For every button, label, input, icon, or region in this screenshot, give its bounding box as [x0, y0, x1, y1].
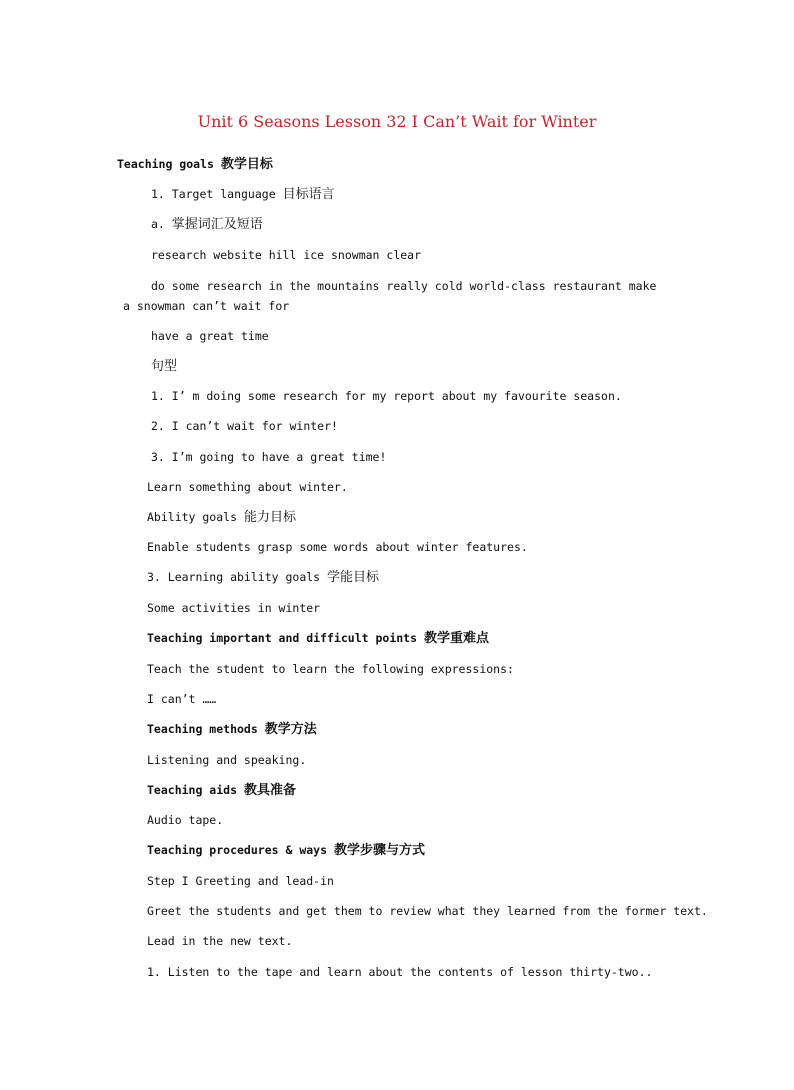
line-en: Some activities in winter: [147, 601, 321, 615]
line-zh: 教学方法: [264, 722, 317, 737]
key-points-text: [147, 661, 514, 677]
line-zh: 句型: [151, 359, 178, 374]
line-zh: 教学步骤与方式: [333, 843, 425, 858]
line-en: Teaching important and difficult points: [147, 631, 418, 645]
line-en: Teaching methods: [147, 722, 258, 736]
line-en: Step I Greeting and lead-in: [147, 874, 334, 888]
document-title: Unit 6 Seasons Lesson 32 I Can’t Wait for Winter: [197, 112, 597, 131]
sentence-pattern-heading: [151, 358, 177, 375]
line-en: Listening and speaking.: [147, 753, 307, 767]
learn-line: [147, 479, 348, 495]
learning-ability-heading: [147, 569, 379, 586]
listen-instruction: [147, 964, 652, 980]
target-language-heading: [151, 186, 335, 203]
vocab-words: [151, 247, 421, 263]
line-zh: 目标语言: [282, 187, 335, 202]
line-en: I can’t ……: [147, 692, 217, 706]
line-en: 1. Listen to the tape and learn about the contents of lesson thirty-two..: [147, 965, 653, 979]
lead-in-text: [147, 933, 292, 949]
line-en: Learn something about winter.: [147, 480, 348, 494]
line-en: Teaching aids: [147, 783, 244, 797]
line-en: Teaching goals: [117, 157, 214, 171]
line-zh: 教具准备: [243, 783, 296, 798]
line-en: 3. Learning ability goals: [147, 570, 321, 584]
line-en: a.: [151, 217, 165, 231]
section-teaching-goals: [117, 156, 273, 173]
line-en: Teach the student to learn the following expressions:: [147, 662, 514, 676]
line-en: 1. I’ m doing some research for my report about my favourite season.: [151, 389, 622, 403]
methods-text: [147, 752, 306, 768]
line-zh: 教学重难点: [423, 631, 489, 646]
line-en: Ability goals: [147, 510, 238, 524]
ability-goals-text: [147, 539, 528, 555]
line-en: 3. I’m going to have a great time!: [151, 450, 387, 464]
step-one-text: [147, 903, 708, 919]
line-en: Enable students grasp some words about winter features.: [147, 540, 528, 554]
sentence-2: [151, 418, 338, 434]
line-en: 2. I can’t wait for winter!: [151, 419, 338, 433]
sentence-1: [151, 388, 622, 404]
line-zh: 学能目标: [327, 570, 380, 585]
section-teaching-methods: [147, 721, 317, 738]
line-en: Teaching procedures & ways: [147, 843, 328, 857]
ability-goals-heading: [147, 509, 296, 526]
line-en: a snowman can’t wait for: [123, 299, 290, 313]
expression-line: [147, 691, 216, 707]
section-procedures: [147, 842, 425, 859]
line-en: 1. Target language: [151, 187, 276, 201]
step-one-heading: [147, 873, 334, 889]
line-en: do some research in the mountains really cold world-class restaurant make: [151, 279, 657, 293]
aids-text: [147, 812, 223, 828]
line-zh: 教学目标: [220, 157, 273, 172]
learning-ability-text: [147, 600, 320, 616]
line-en: research website hill ice snowman clear: [151, 248, 422, 262]
line-zh: 能力目标: [243, 510, 296, 525]
section-teaching-aids: [147, 782, 296, 799]
line-en: Lead in the new text.: [147, 934, 293, 948]
line-en: Greet the students and get them to review what they learned from the former text.: [147, 904, 708, 918]
phrase-line-3: [151, 328, 269, 344]
phrase-line-2: [123, 298, 289, 314]
line-zh: 掌握词汇及短语: [171, 217, 263, 232]
vocab-subheading: [151, 216, 263, 233]
line-en: Audio tape.: [147, 813, 224, 827]
phrase-line-1: [151, 278, 656, 294]
sentence-3: [151, 449, 386, 465]
line-en: have a great time: [151, 329, 269, 343]
section-key-points: [147, 630, 489, 647]
